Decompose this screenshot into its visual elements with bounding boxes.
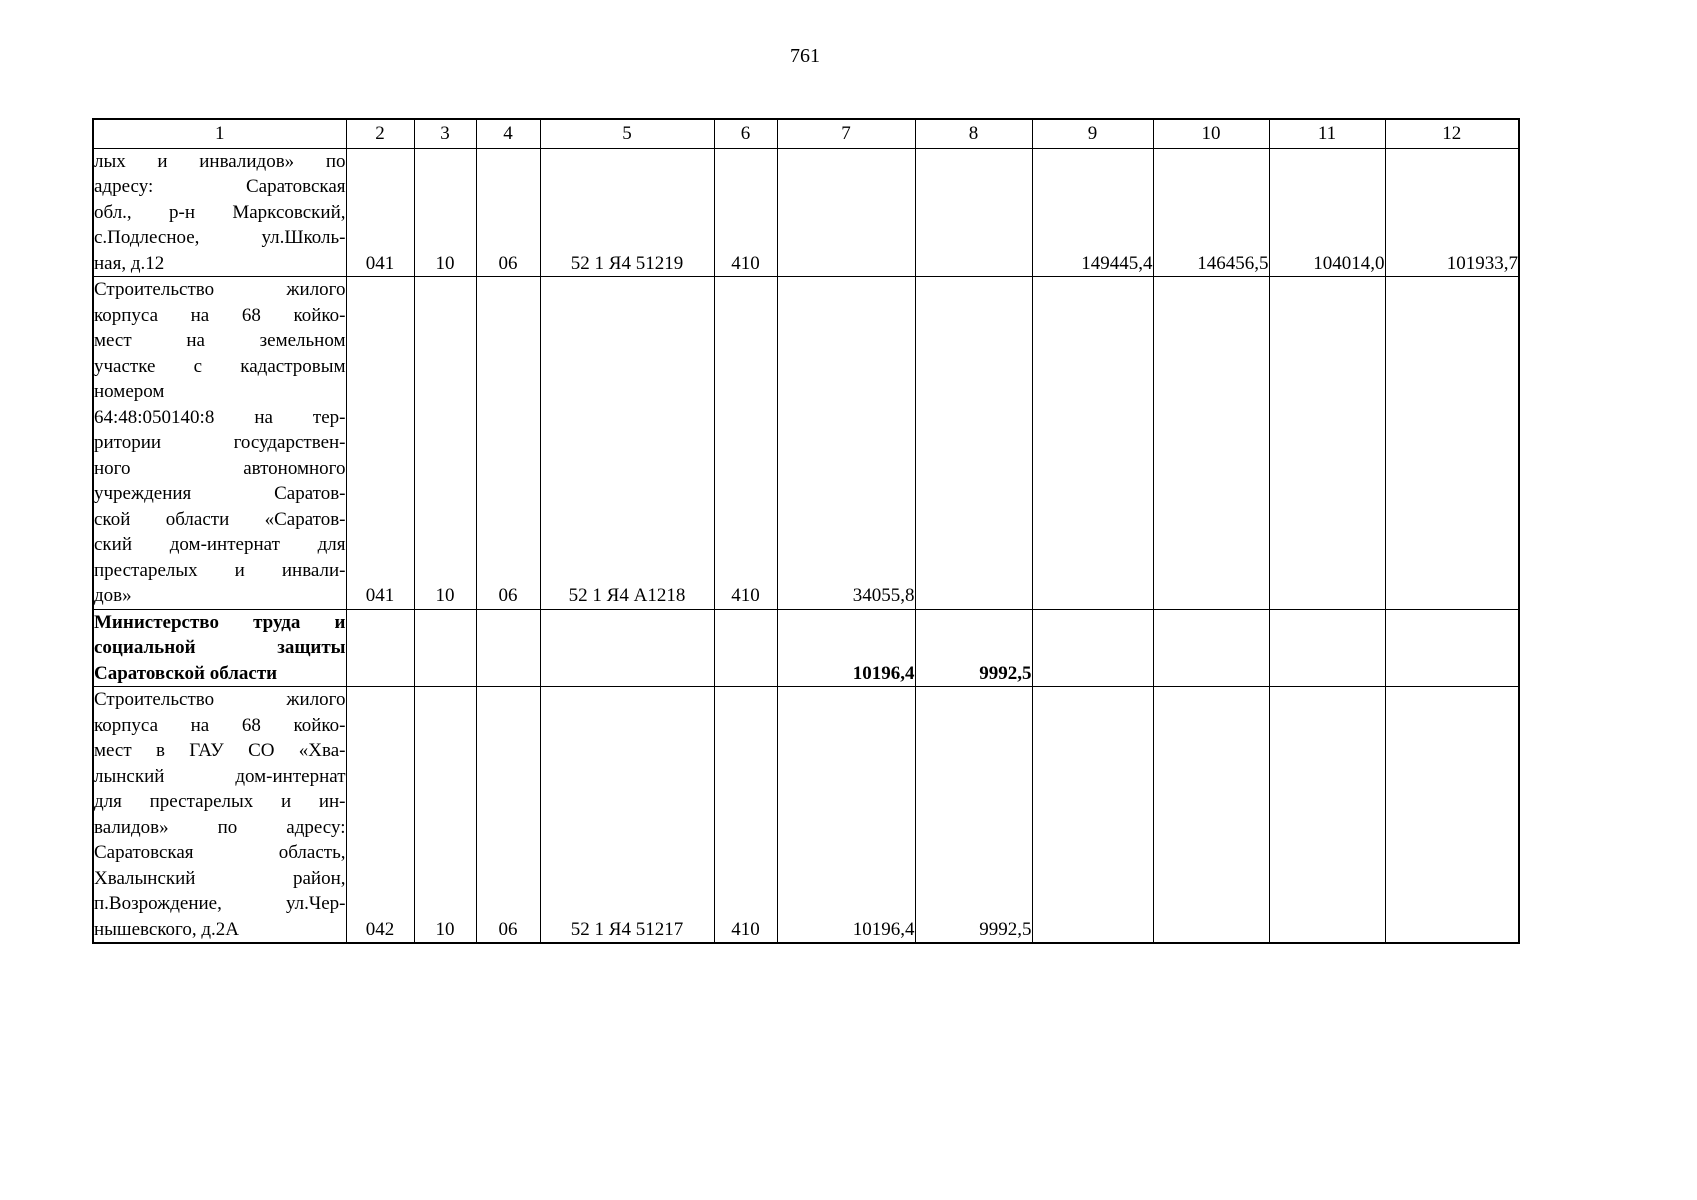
cell-col6 <box>714 609 777 687</box>
program-name-line: ский дом-интернат для <box>94 534 346 555</box>
column-header: 3 <box>414 119 476 148</box>
cell-col2: 041 <box>346 277 414 610</box>
cell-col12: 101933,7 <box>1385 148 1519 277</box>
column-header: 6 <box>714 119 777 148</box>
program-name-line: нышевского, д.2А <box>94 918 240 940</box>
cell-col4: 06 <box>476 687 540 944</box>
table-row <box>93 687 1519 944</box>
budget-table <box>92 118 1520 944</box>
cell-col9 <box>1032 687 1153 944</box>
program-name-line: для престарелых и ин- <box>94 791 346 812</box>
cell-col12 <box>1385 277 1519 610</box>
program-name-line: лых и инвалидов» по <box>94 150 346 172</box>
program-name-line: корпуса на 68 койко- <box>94 304 346 326</box>
cell-col11 <box>1269 277 1385 610</box>
table-row <box>93 609 1519 687</box>
cell-col8: 9992,5 <box>915 609 1032 687</box>
cell-col6: 410 <box>714 687 777 944</box>
cell-col3: 10 <box>414 277 476 610</box>
cell-col5: 52 1 Я4 51217 <box>540 687 714 944</box>
column-header: 4 <box>476 119 540 148</box>
cell-col8 <box>915 277 1032 610</box>
column-header: 9 <box>1032 119 1153 148</box>
cell-col3: 10 <box>414 148 476 277</box>
page-number: 761 <box>790 45 820 67</box>
cell-col6: 410 <box>714 277 777 610</box>
program-name-line: Строительство жилого <box>94 689 346 710</box>
program-name-line: корпуса на 68 койко- <box>94 714 346 736</box>
cell-col4: 06 <box>476 148 540 277</box>
program-name-line: 64:48:050140:8 на тер- <box>94 406 346 428</box>
cell-col2: 042 <box>346 687 414 944</box>
program-name-line: Саратовской области <box>94 662 278 684</box>
cell-col5: 52 1 Я4 51219 <box>540 148 714 277</box>
program-name-line: Строительство жилого <box>94 279 346 300</box>
program-name-line: валидов» по адресу: <box>94 816 346 838</box>
program-name-cell <box>93 687 346 944</box>
cell-col10: 146456,5 <box>1153 148 1269 277</box>
program-name-line: Саратовская область, <box>94 842 346 863</box>
program-name-line: п.Возрождение, ул.Чер- <box>94 893 346 914</box>
column-header: 2 <box>346 119 414 148</box>
cell-col11 <box>1269 609 1385 687</box>
program-name-cell <box>93 609 346 687</box>
program-name-line: престарелых и инвали- <box>94 559 346 581</box>
table-row <box>93 277 1519 610</box>
cell-col5 <box>540 609 714 687</box>
column-header: 10 <box>1153 119 1269 148</box>
cell-col2 <box>346 609 414 687</box>
column-header: 11 <box>1269 119 1385 148</box>
cell-col4 <box>476 609 540 687</box>
program-name-cell <box>93 148 346 277</box>
cell-col12 <box>1385 609 1519 687</box>
cell-col8 <box>915 148 1032 277</box>
program-name-line: социальной защиты <box>94 637 346 658</box>
cell-col3: 10 <box>414 687 476 944</box>
cell-col6: 410 <box>714 148 777 277</box>
cell-col5: 52 1 Я4 А1218 <box>540 277 714 610</box>
table-header-row <box>93 119 1519 148</box>
program-name-line: номером <box>94 381 165 402</box>
cell-col7: 34055,8 <box>777 277 915 610</box>
cell-col7 <box>777 148 915 277</box>
cell-col12 <box>1385 687 1519 944</box>
program-name-line: лынский дом-интернат <box>94 765 346 787</box>
column-header: 5 <box>540 119 714 148</box>
cell-col2: 041 <box>346 148 414 277</box>
cell-col9 <box>1032 609 1153 687</box>
cell-col3 <box>414 609 476 687</box>
cell-col11 <box>1269 687 1385 944</box>
program-name-line: Хвалынский район, <box>94 867 346 889</box>
cell-col4: 06 <box>476 277 540 610</box>
column-header: 7 <box>777 119 915 148</box>
program-name-line: мест на земельном <box>94 330 346 351</box>
table-body <box>93 148 1519 943</box>
program-name-line: учреждения Саратов- <box>94 483 346 504</box>
column-header: 8 <box>915 119 1032 148</box>
program-name-line: участке с кадастровым <box>94 355 346 377</box>
program-name-line: ного автономного <box>94 457 346 479</box>
cell-col9: 149445,4 <box>1032 148 1153 277</box>
cell-col7: 10196,4 <box>777 609 915 687</box>
cell-col10 <box>1153 609 1269 687</box>
program-name-line: ная, д.12 <box>94 252 165 274</box>
cell-col9 <box>1032 277 1153 610</box>
program-name-line: обл., р-н Марксовский, <box>94 201 346 223</box>
cell-col7: 10196,4 <box>777 687 915 944</box>
program-name-line: мест в ГАУ СО «Хва- <box>94 740 346 761</box>
cell-col10 <box>1153 277 1269 610</box>
program-name-line: ритории государствен- <box>94 432 346 453</box>
program-name-line: адресу: Саратовская <box>94 176 346 197</box>
program-name-cell <box>93 277 346 610</box>
program-name-line: с.Подлесное, ул.Школь- <box>94 227 346 248</box>
program-name-line: дов» <box>94 585 132 606</box>
program-name-line: ской области «Саратов- <box>94 508 346 530</box>
table-header <box>93 119 1519 148</box>
cell-col8: 9992,5 <box>915 687 1032 944</box>
cell-col11: 104014,0 <box>1269 148 1385 277</box>
cell-col10 <box>1153 687 1269 944</box>
column-header: 1 <box>93 119 346 148</box>
program-name-line: Министерство труда и <box>94 611 346 633</box>
table-row <box>93 148 1519 277</box>
column-header: 12 <box>1385 119 1519 148</box>
